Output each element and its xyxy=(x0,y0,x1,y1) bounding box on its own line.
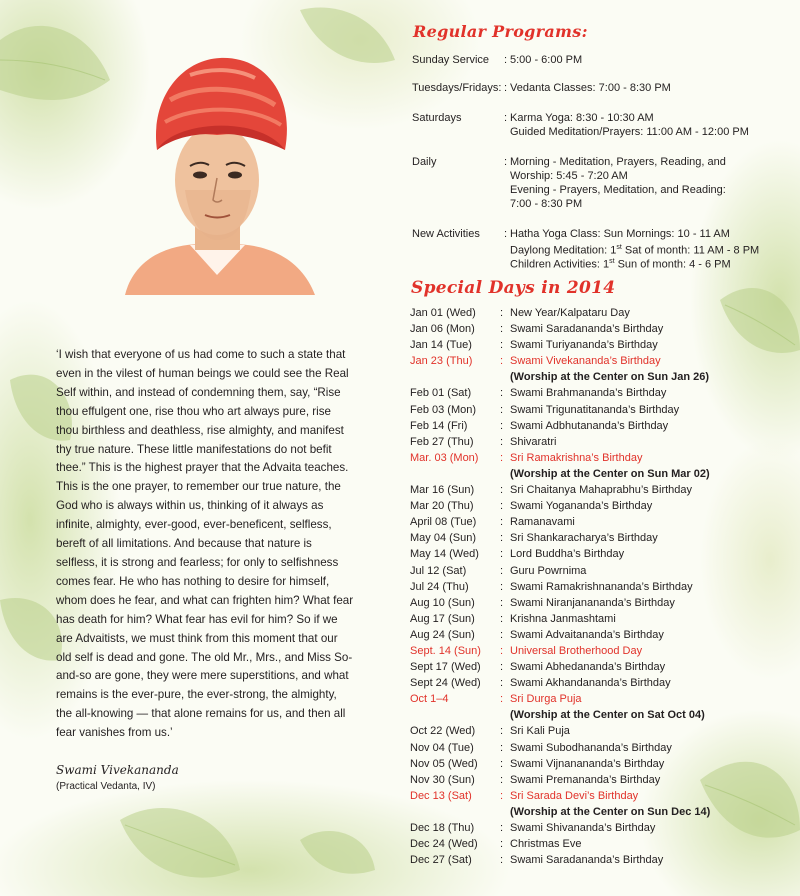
special-day-colon: : xyxy=(500,355,504,368)
program-value: Vedanta Classes: 7:00 - 8:30 PM xyxy=(510,82,671,94)
special-day-event: Sri Shankaracharya’s Birthday xyxy=(510,532,658,545)
special-day-date: Jan 23 (Thu) xyxy=(410,355,473,368)
special-day-event: Swami Niranjanananda’s Birthday xyxy=(510,596,675,609)
special-day-date: Jan 14 (Tue) xyxy=(410,339,472,352)
special-day-colon: : xyxy=(500,725,504,738)
special-day-event: Christmas Eve xyxy=(510,838,582,851)
special-day-date: Oct 22 (Wed) xyxy=(410,725,476,738)
special-day-event: Sri Chaitanya Mahaprabhu’s Birthday xyxy=(510,484,693,497)
special-day-event: Sri Sarada Devi’s Birthday xyxy=(510,789,639,802)
special-day-colon: : xyxy=(500,580,504,593)
special-day-event: Swami Yogananda’s Birthday xyxy=(510,500,653,513)
quote-text: ‘I wish that everyone of us had come to such a state that even in the vilest of human beings we could see the Real Self within, and instead of condemning them, say, “Rise thou effulgent one, rise thou who art always pure, rise thou birthless and deathless, rise almighty, and manifest thy true nature. These little manifestations do not befit thee.” This is the highest prayer that the Advaita teaches. This is the one prayer, to remember our true nature, the God who is always within us, thinking of it always as infinite, almighty, ever-good, ever-beneficent, selfless, bereft of all limitations. And because that nature is selfless, it is strong and fearless; for only to selfishness comes fear. He who has nothing to desire for himself, whom does he fear, and what can frighten him? What fear has death for him? What fear has evil for him? So if we are Advaitists, we must think from this moment that our old self is dead and gone. The old Mr., Mrs., and Miss So-and-so are gone, they were mere superstitions, and what remains is the ever-pure, the ever-strong, the almighty, the all-knowing — that alone remains for us, and then all fear vanishes from us.’ xyxy=(56,348,354,740)
special-day-event: Swami Akhandananda’s Birthday xyxy=(510,677,671,690)
portrait-illustration xyxy=(95,40,340,295)
special-day-event: Krishna Janmashtami xyxy=(510,612,616,625)
special-day-date: Feb 03 (Mon) xyxy=(410,403,477,416)
special-day-date: Feb 27 (Thu) xyxy=(410,435,474,448)
special-day-date: Feb 14 (Fri) xyxy=(410,419,468,432)
special-day-colon: : xyxy=(500,628,504,641)
special-day-event: Swami Turiyananda’s Birthday xyxy=(510,339,658,352)
special-day-date: Oct 1–4 xyxy=(410,693,449,706)
special-day-colon: : xyxy=(500,693,504,706)
special-day-colon: : xyxy=(500,387,504,400)
special-day-date: May 14 (Wed) xyxy=(410,548,479,561)
special-day-colon: : xyxy=(500,564,504,577)
special-day-event: Guru Powrnima xyxy=(510,564,587,577)
special-day-date: Jan 01 (Wed) xyxy=(410,307,476,319)
special-day-event: Swami Saradananda’s Birthday xyxy=(510,323,664,336)
special-day-date: Jan 06 (Mon) xyxy=(410,323,475,336)
special-day-date: Nov 04 (Tue) xyxy=(410,741,474,754)
special-day-colon: : xyxy=(500,644,504,657)
special-day-date: Sept. 14 (Sun) xyxy=(410,644,481,657)
special-day-colon: : xyxy=(500,838,504,851)
special-day-date: Aug 10 (Sun) xyxy=(410,596,475,609)
special-day-event: Lord Buddha’s Birthday xyxy=(510,548,625,561)
special-day-date: Mar 20 (Thu) xyxy=(410,500,474,513)
program-value: Worship: 5:45 - 7:20 AM xyxy=(510,170,628,182)
special-day-note: (Worship at the Center on Sun Dec 14) xyxy=(510,805,711,818)
special-day-date: April 08 (Tue) xyxy=(410,516,477,529)
special-day-colon: : xyxy=(500,403,504,416)
special-day-colon: : xyxy=(500,419,504,432)
special-day-event: Sri Durga Puja xyxy=(510,693,582,706)
special-day-colon: : xyxy=(500,323,504,336)
program-label: Sunday Service xyxy=(412,54,490,66)
special-day-colon: : xyxy=(500,789,504,802)
program-label: Daily xyxy=(412,156,437,168)
special-day-colon: : xyxy=(500,339,504,352)
special-days-heading: Special Days in 2014 xyxy=(411,278,616,298)
special-day-event: Swami Advaitananda’s Birthday xyxy=(510,628,664,641)
special-day-date: Dec 24 (Wed) xyxy=(410,838,478,851)
special-day-colon: : xyxy=(500,596,504,609)
program-value: 7:00 - 8:30 PM xyxy=(510,198,583,210)
program-label: Saturdays xyxy=(412,112,462,124)
special-day-date: Aug 17 (Sun) xyxy=(410,612,475,625)
program-colon: : xyxy=(504,228,508,240)
program-label: New Activities xyxy=(412,228,480,240)
special-day-event: Swami Brahmananda’s Birthday xyxy=(510,387,667,400)
program-value: 5:00 - 6:00 PM xyxy=(510,54,583,66)
special-day-colon: : xyxy=(500,484,504,497)
special-day-date: Sept 24 (Wed) xyxy=(410,677,481,690)
special-day-date: Mar. 03 (Mon) xyxy=(410,451,479,464)
program-colon: : xyxy=(504,82,508,94)
special-day-colon: : xyxy=(500,516,504,529)
special-day-event: Ramanavami xyxy=(510,516,575,529)
special-day-event: Swami Vivekananda’s Birthday xyxy=(510,355,661,368)
special-day-event: Universal Brotherhood Day xyxy=(510,644,643,657)
special-day-note: (Worship at the Center on Sun Jan 26) xyxy=(510,371,710,384)
special-day-event: Swami Subodhananda’s Birthday xyxy=(510,741,672,754)
program-value: Morning - Meditation, Prayers, Reading, and xyxy=(510,156,726,168)
special-day-colon: : xyxy=(500,500,504,513)
program-value: Karma Yoga: 8:30 - 10:30 AM xyxy=(510,112,654,124)
program-value: Hatha Yoga Class: Sun Mornings: 10 - 11 AM xyxy=(510,228,730,240)
program-label: Tuesdays/Fridays: xyxy=(412,82,502,94)
special-day-date: Dec 18 (Thu) xyxy=(410,822,475,834)
special-day-event: Swami Trigunatitananda’s Birthday xyxy=(510,403,680,416)
program-value: Guided Meditation/Prayers: 11:00 AM - 12:00 PM xyxy=(510,126,749,138)
regular-programs-heading: Regular Programs: xyxy=(413,22,588,41)
special-day-event: Swami Ramakrishnananda’s Birthday xyxy=(510,580,693,593)
special-day-colon: : xyxy=(500,661,504,674)
special-day-note: (Worship at the Center on Sat Oct 04) xyxy=(510,709,705,722)
special-day-date: May 04 (Sun) xyxy=(410,532,477,545)
special-day-date: Dec 27 (Sat) xyxy=(410,854,472,867)
special-day-event: Swami Shivananda’s Birthday xyxy=(510,822,656,834)
special-day-colon: : xyxy=(500,854,504,867)
program-colon: : xyxy=(504,54,508,66)
program-value: Daylong Meditation: 1st Sat of month: 11 AM - 8 PM xyxy=(510,244,760,257)
special-day-event: Swami Premananda’s Birthday xyxy=(510,773,661,786)
special-day-colon: : xyxy=(500,435,504,448)
special-day-colon: : xyxy=(500,822,504,834)
special-day-event: Swami Saradananda’s Birthday xyxy=(510,854,664,867)
special-day-event: Sri Ramakrishna’s Birthday xyxy=(510,451,643,464)
special-day-colon: : xyxy=(500,773,504,786)
special-day-event: Swami Vijnanananda’s Birthday xyxy=(510,757,665,770)
special-day-colon: : xyxy=(500,451,504,464)
special-day-date: Mar 16 (Sun) xyxy=(410,484,475,497)
program-colon: : xyxy=(504,112,508,124)
special-day-date: Sept 17 (Wed) xyxy=(410,661,481,674)
quote-author: Swami Vivekananda xyxy=(56,763,179,777)
special-day-event: Swami Abhedananda’s Birthday xyxy=(510,661,666,674)
special-day-date: Jul 12 (Sat) xyxy=(410,564,467,577)
special-day-date: Nov 05 (Wed) xyxy=(410,757,478,770)
special-day-date: Nov 30 (Sun) xyxy=(410,773,475,786)
special-day-date: Dec 13 (Sat) xyxy=(410,789,472,802)
special-day-note: (Worship at the Center on Sun Mar 02) xyxy=(510,467,710,480)
special-day-colon: : xyxy=(500,307,504,319)
quote-source: (Practical Vedanta, IV) xyxy=(56,781,156,792)
special-day-colon: : xyxy=(500,677,504,690)
special-day-event: Sri Kali Puja xyxy=(510,725,570,738)
special-day-event: New Year/Kalpataru Day xyxy=(510,307,630,319)
special-day-colon: : xyxy=(500,548,504,561)
special-day-date: Jul 24 (Thu) xyxy=(410,580,469,593)
program-colon: : xyxy=(504,156,508,168)
special-day-colon: : xyxy=(500,532,504,545)
program-value: Evening - Prayers, Meditation, and Reading: xyxy=(510,184,726,196)
special-day-colon: : xyxy=(500,757,504,770)
special-day-date: Aug 24 (Sun) xyxy=(410,628,475,641)
special-day-event: Shivaratri xyxy=(510,435,557,448)
special-day-colon: : xyxy=(500,612,504,625)
special-day-event: Swami Adbhutananda’s Birthday xyxy=(510,419,669,432)
program-value: Children Activities: 1st Sun of month: 4 - 6 PM xyxy=(510,258,731,271)
special-day-date: Feb 01 (Sat) xyxy=(410,387,472,400)
special-day-colon: : xyxy=(500,741,504,754)
